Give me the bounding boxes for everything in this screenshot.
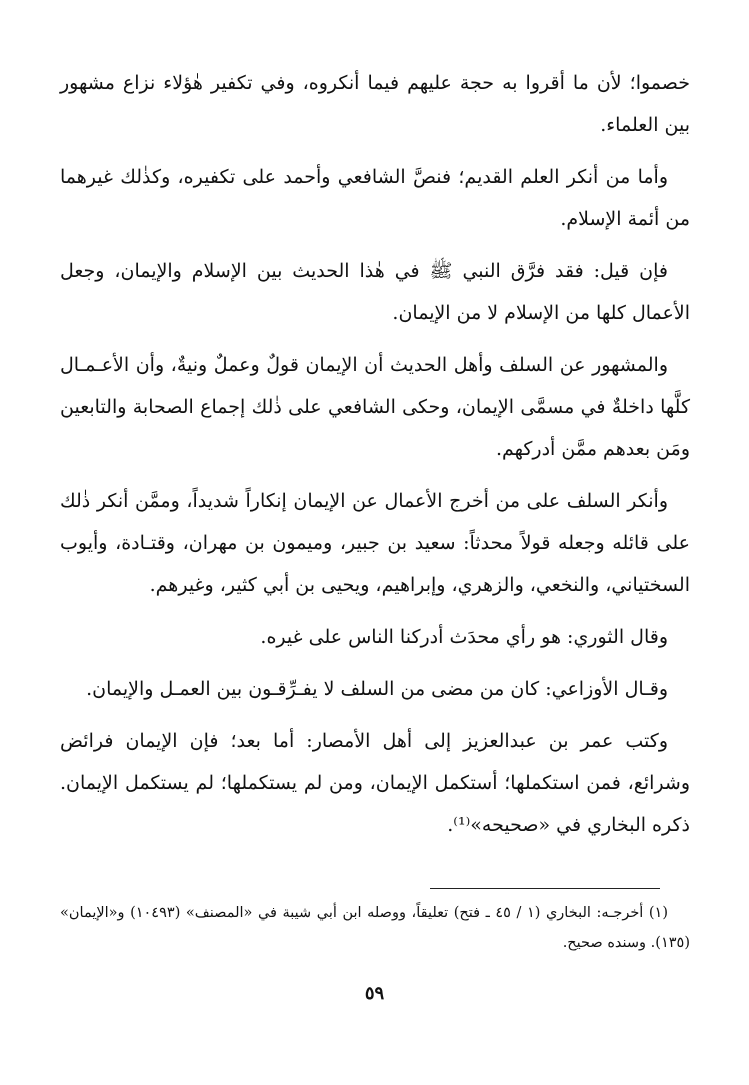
footnote-divider xyxy=(430,888,660,889)
main-text xyxy=(60,62,690,856)
paragraph-3: فإن قيل: فقد فرَّق النبي ﷺ في هٰذا الحديث بين الإسلام والإيمان، وجعل الأعمال كلها من الإسلام لا من الإيمان. xyxy=(60,260,690,324)
footnote-1: (١) أخرجـه: البخاري (١ / ٤٥ ـ فتح) تعليقاً، ووصله ابن أبي شيبة في «المصنف» (١٠٤٩٣) و«الإيمان» (١٣٥). وسنده صحيح. xyxy=(60,905,690,951)
paragraph-4: والمشهور عن السلف وأهل الحديث أن الإيمان قولٌ وعملٌ ونيةٌ، وأن الأعـمـال كلَّها داخلةٌ في مسمَّى الإيمان، وحكى الشافعي على ذٰلك إجماع الصحابة والتابعين ومَن بعدهم ممَّن أدركهم. xyxy=(60,354,690,460)
paragraph-5: وأنكر السلف على من أخرج الأعمال عن الإيمان إنكاراً شديداً، وممَّن أنكر ذٰلك على قائله وجعله قولاً محدثاً: سعيد بن جبير، وميمون بن مهران، وقتـادة، وأيوب السختياني، والنخعي، والزهري، وإبراهيم، ويحيى بن أبي كثير، وغيرهم. xyxy=(60,490,690,596)
paragraph-2: وأما من أنكر العلم القديم؛ فنصَّ الشافعي وأحمد على تكفيره، وكذٰلك غيرهما من أئمة الإسلام. xyxy=(60,166,690,230)
paragraph-7: وقـال الأوزاعي: كان من مضى من السلف لا يفـرِّقـون بين العمـل والإيمان. xyxy=(86,678,668,700)
paragraph-6: وقال الثوري: هو رأي محدَث أدركنا الناس على غيره. xyxy=(260,626,668,648)
page-number: ٥٩ xyxy=(364,983,385,1004)
footnotes xyxy=(60,898,690,958)
paragraph-1: خصموا؛ لأن ما أقروا به حجة عليهم فيما أنكروه، وفي تكفير هٰؤلاء نزاع مشهور بين العلماء. xyxy=(60,72,690,136)
paragraph-8: وكتب عمر بن عبدالعزيز إلى أهل الأمصار: أما بعد؛ فإن الإيمان فرائض وشرائع، فمن استكملها؛ أستكمل الإيمان، ومن لم يستكملها؛ لم يستكمل الإيمان. ذكره البخاري في «صحيحه»⁽¹⁾. xyxy=(60,730,690,836)
